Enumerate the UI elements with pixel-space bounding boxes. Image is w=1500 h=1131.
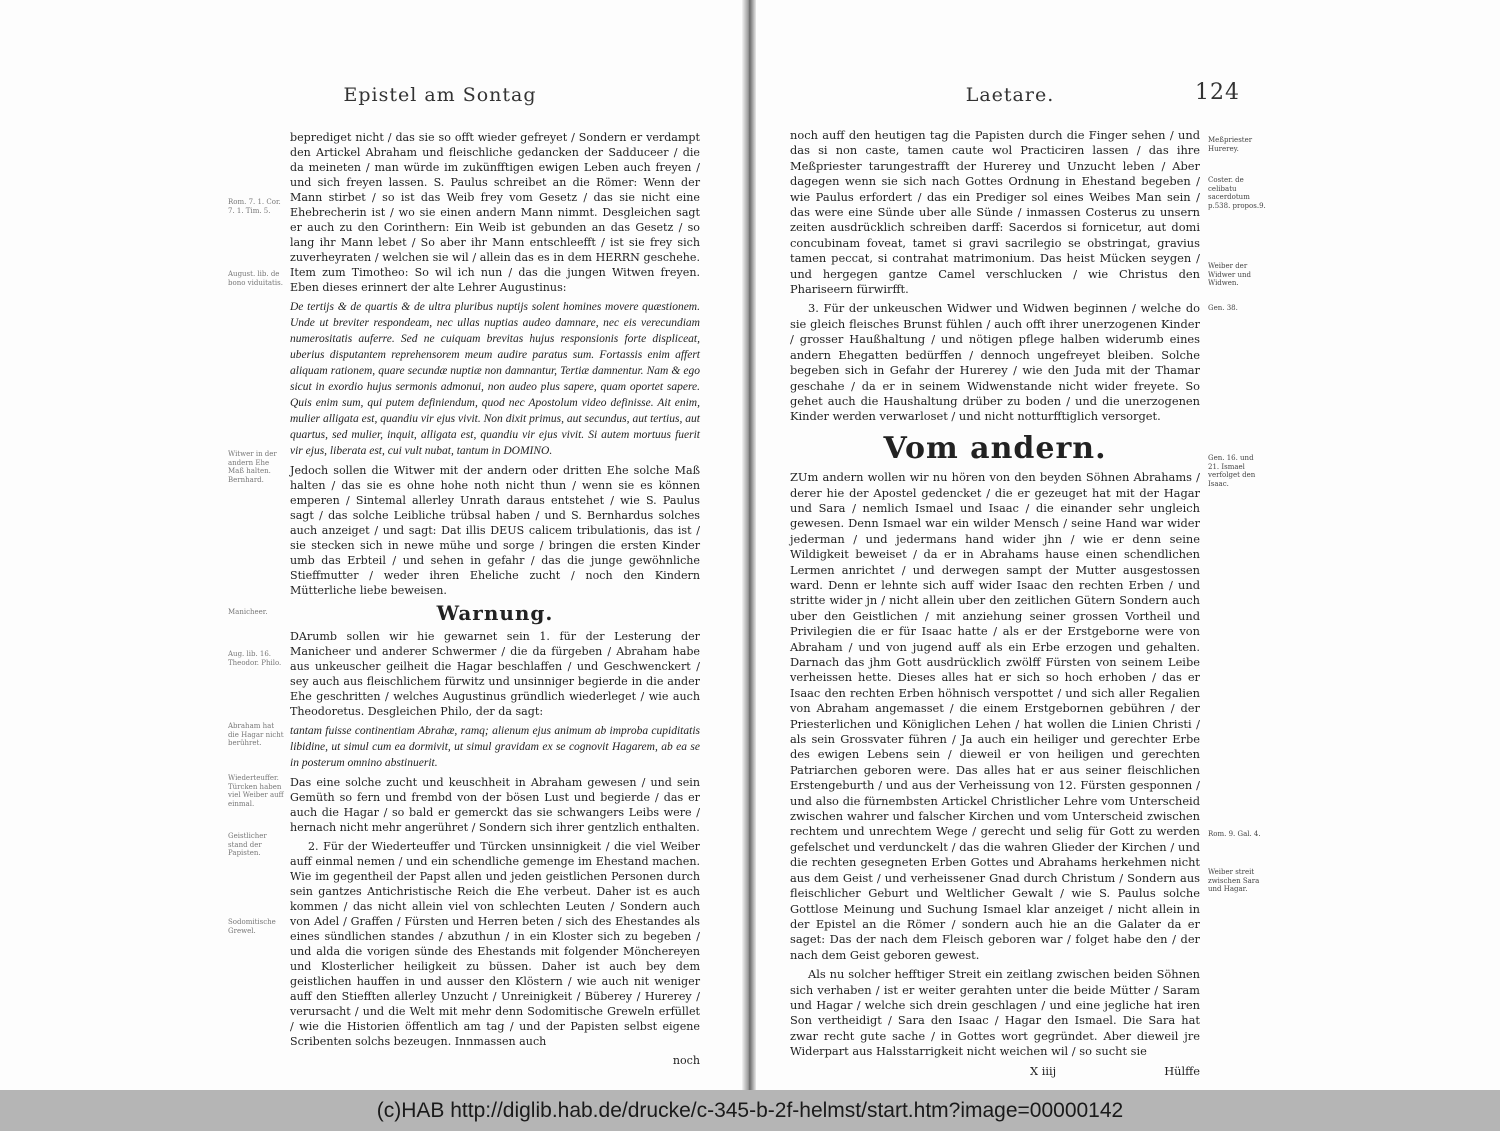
left-page bbox=[160, 80, 720, 1067]
latin-quote-text: De tertijs & de quartis & de ultra pluribus nuptijs solent homines movere quæstionem. Unde ut breviter respondeam, nec ullas nuptias audeo damnare, nec eis verecundiam numerositatis auferre. Sed ne cuiquam brevitas hujus responsionis forte displiceat, uberius disputantem reprehensorem meum audire paratus sum. Fortassis enim affert aliquam rationem, quare secundæ nuptiæ non damnantur, Tertiæ damnentur. Nam & ego sicut in exordio hujus sermonis admonui, non audeo plus sapere, quam oportet sapere. Quis enim sum, qui putem definiendum, quod nec Apostolum video definisse. Ait enim, mulier alligata est, quandiu vir ejus vivit. Non dixit primus, aut secundus, aut tertius, aut quartus, sed mulier, inquit, alligata est, quandiu vir ejus vivit. Si autem mortuus fuerit vir ejus, liberata est, cui vult nubat, tantum in DOMINO. bbox=[290, 301, 700, 457]
left-running-head bbox=[160, 80, 720, 110]
right-text-column bbox=[790, 128, 1200, 1080]
section-heading-vom-andern: Vom andern. bbox=[883, 430, 1107, 466]
copyright-url-text[interactable]: (c)HAB http://diglib.hab.de/drucke/c-345-b-2f-helmst/start.htm?image=00000142 bbox=[376, 1098, 1124, 1122]
latin-quote bbox=[290, 299, 700, 459]
latin-quote bbox=[290, 723, 700, 771]
margin-note: Rom. 7. 1. Cor. 7. 1. Tim. 5. bbox=[228, 198, 281, 215]
paragraph: Jedoch sollen die Witwer mit der andern oder dritten Ehe solche Maß halten / das sie es ohne hohe noth nicht thun / wenn sie es können emperen / Sintemal allerley Unrath daraus entstehet / wie S. Paulus sagt / das solche Leibliche trübsal haben / und S. Bernhardus solches auch anzeiget / und sagt: Dat illis DEUS calicem tribulationis, das ist / sie stecken sich in newe mühe und sorge / bringen die ersten Kinder umb das Erbteil / und sehen in gefahr / das die junge gewöhnliche Stieffmutter / weder ihren Eheliche zucht / noch den Kindern Mütterliche liebe beweisen. bbox=[290, 464, 700, 597]
margin-note: Weiber streit zwischen Sara und Hagar. bbox=[1208, 868, 1260, 894]
left-page-title: Epistel am Sontag bbox=[343, 84, 537, 106]
margin-note: Witwer in der andern Ehe Maß halten. Bernhard. bbox=[228, 450, 277, 484]
book-gutter bbox=[742, 0, 756, 1090]
margin-note: Gen. 16. und 21. Ismael verfolget den Isaac. bbox=[1208, 454, 1256, 488]
right-page-title: Laetare. bbox=[965, 84, 1055, 106]
margin-note: Coster. de celibatu sacerdotum p.538. propos.9. bbox=[1208, 176, 1266, 210]
paragraph: noch auff den heutigen tag die Papisten durch die Finger sehen / und das si non caste, tamen caute wol Practiciren lassen / das ihre Meßpriester tarungestrafft der Hurerey und Unzucht leben / Aber dagegen wenn sie sich nach Gottes Ordnung in Ehestand begeben / wie Paulus erfordert / das ein Prediger sol eines Weibes Man sein / das were eine Sünde uber alle Sünde / inmassen Costerus zu unsern zeiten ausdrücklich schreiben darff: Sacerdos si fornicetur, aut domi concubinam foveat, tamet si gravi sacrilegio se obstringat, gravius tamen peccat, si contrahat matrimonium. Das heist Mücken seygen / und hergegen gantze Camel verschlucken / wie Christus den Phariseern fürwirfft. bbox=[790, 128, 1200, 297]
margin-note: Geistlicher stand der Papisten. bbox=[228, 832, 267, 858]
margin-note: Aug. lib. 16. Theodor. Philo. bbox=[228, 650, 282, 667]
page-number: 124 bbox=[1195, 80, 1240, 105]
margin-note: Wiederteuffer. Türcken haben viel Weiber auff einmal. bbox=[228, 774, 284, 808]
page-foot bbox=[790, 1064, 1200, 1080]
paragraph: 2. Für der Wiederteuffer und Türcken unsinnigkeit / die viel Weiber auff einmal nemen / und ein schendliche gemenge im Ehestand machen. Wie im gegentheil der Papst allen und jeden geistlichen Personen durch sein gantzes Antichristische Reich die Ehe verbeut. Daher ist es auch kommen / das nicht allein viel von schlechten Leuten / Sondern auch von Adel / Graffen / Fürsten und Herren beten / sich des Ehestandes als eines sündlichen standes / abzuthun / in ein Kloster sich zu begeben / und alda die vorigen sünde des Ehestands mit folgender Mönchereyen und Klosterlicher heiligkeit zu büssen. Daher ist auch bey dem geistlichen hauffen in und ausser den Klöstern / wie auch nit weniger auff den Stiefften allerley Unzucht / Unreinigkeit / Büberey / Hurerey / verursacht / und die Welt mit mehr denn Sodomitische Greweln erfüllet / wie die Historien öffentlich am tag / und der Papisten selbst eigene Scribenten solchs bezeugen. Innmassen auch bbox=[290, 840, 700, 1048]
left-text-column bbox=[290, 130, 700, 1068]
margin-note: Weiber der Widwer und Widwen. bbox=[1208, 262, 1251, 288]
margin-note: Rom. 9. Gal. 4. bbox=[1208, 830, 1261, 838]
paragraph: Das eine solche zucht und keuschheit in Abraham gewesen / und sein Gemüth so fern und frembd von der bösen Lust und begierde / das er auch die Hagar / so bald er gemerckt das sie schwangers Leibs were / hernach nicht mehr angerühret / Sondern sich ihrer gentzlich enthalten. bbox=[290, 776, 700, 834]
right-running-head bbox=[780, 80, 1240, 110]
signature-mark: X iiij bbox=[1030, 1063, 1057, 1078]
margin-note: August. lib. de bono viduitatis. bbox=[228, 270, 283, 287]
left-catchword: noch bbox=[672, 1054, 700, 1067]
copyright-footer bbox=[0, 1090, 1500, 1131]
right-page bbox=[780, 80, 1266, 1078]
margin-note: Meßpriester Hurerey. bbox=[1208, 136, 1253, 153]
paragraph: beprediget nicht / das sie so offt wieder gefreyet / Sondern er verdampt den Artickel Abraham und fleischliche gedancken der Sadduceer / die da meineten / man würde im zukünfftigen ewigen Leben auch freyen / und sich freyen lassen. S. Paulus schreibet an die Römer: Wenn der Mann stirbet / so ist das Weib frey vom Gesetz / das sie nicht eine Ehebrecherin ist / wo sie einen andern Mann nimmt. Desgleichen sagt er auch zu den Corinthern: Ein Weib ist gebunden an das Gesetz / so lang ihr Mann lebet / So aber ihr Mann entschleefft / ist sie frey sich zuverheyraten / welchen sie wil / allein das es in dem HERRN geschehe. Item zum Timotheo: So wil ich nun / das die jungen Witwen freyen. Eben dieses erinnert der alte Lehrer Augustinus: bbox=[290, 131, 700, 294]
right-catchword: Hülffe bbox=[1164, 1063, 1200, 1078]
paragraph: ZUm andern wollen wir nu hören von den beyden Söhnen Abrahams / derer hie der Apostel gedencket / die er gezeuget hat mit der Hagar und Sara / nemlich Ismael und Isaac / die einander sehr ungleich gewesen. Denn Ismael war ein wilder Mensch / seine Hand war wider jederman / und jedermans hand wider jhn / wie er denn seine Wildigkeit beweiset / da er in Abrahams hause einen schendlichen Lermen anrichtet / und derwegen sampt der Mutter ausgestossen ward. Denn er lehnte sich auff wider Isaac den rechten Erben / und stritte wider jn / nicht allein uber den zeitlichen Gütern Sondern auch uber den Geistlichen / mit anziehung seiner grossen Vortheil und Privilegien die er für Isaac hatte / als er der Erstgeborne were von Abraham / und von jugend auff als ein Erbe erzogen und gehalten. Darnach das jhm Gott ausdrücklich zwölff Fürsten von seinem Leibe verheissen hette. Dieses alles hat er sich so hoch erhoben / das er Isaac den rechten Erben höhnisch verspottet / und sich aller Regalien von Abraham angemasset / die einem Erstgebornen gebühren / der Priesterlichen und Königlichen Lehen / hat wollen die Linien Christi / als sein Grossvater führen / Ja auch ein heiliger und gerechter Erbe des ewigen Lebens sein / dieweil er von heiligen und gerechten Patriarchen geboren were. Das alles hat er aus seiner fleischlichen Erstengeburth / und aus der Verheissung von 12. Fürsten gesponnen / und also die fürnembsten Artickel Christlicher Lehre vom Unterscheid zwischen wahrer und falscher Kirchen und vom Unterscheid zwischen rechtem und unrechtem Wege / gerecht und selig für Gott zu werden gefelschet und verdunckelt / das die wahren Glieder der Kirchen / und die rechten gesegneten Erben Gottes und Abrahams herkehmen nicht aus dem Geist / und verheissener Gnad durch Christum / Sondern aus fleischlicher Geburt und Weltlicher Gewalt / wie S. Paulus solche Gottlose Meinung und Suchung Ismael klar anzeiget / nicht allein in der Epistel an die Römer / sondern auch hie an die Galater da er saget: Das der nach dem Fleisch geboren war / folget habe den / der nach dem Geist geboren gewest. bbox=[790, 470, 1200, 962]
margin-note: Sodomitische Grewel. bbox=[228, 918, 276, 935]
section-heading-warnung: Warnung. bbox=[436, 601, 554, 625]
margin-note: Gen. 38. bbox=[1208, 304, 1238, 312]
margin-note: Abraham hat die Hagar nicht berühret. bbox=[228, 722, 284, 748]
latin-quote-text: tantam fuisse continentiam Abrahæ, ramq; alienum ejus animum ab improba cupiditatis libidine, ut simul cum ea dormivit, ut simul gravidam ex se cognovit Hagarem, ab ea se in posterum omnino abstinuerit. bbox=[290, 725, 700, 769]
margin-note: Manicheer. bbox=[228, 608, 268, 616]
paragraph: 3. Für der unkeuschen Widwer und Widwen beginnen / welche do sie gleich fleisches Brunst fühlen / auch offt ihrer unerzogenen Kinder / grosser Haußhaltung / und nötigen pflege halben widerumb eines andern Ehegatten bedürffen / dennoch ungefreyet bleiben. Solche begeben sich in Gefahr der Hurerey / wie den Juda mit der Thamar geschahe / da er in seinem Widwenstande nicht wider freyete. So gehet auch die Haushaltung drüber zu boden / und die unerzogenen Kinder werden verwarloset / und nicht notturfftiglich versorget. bbox=[790, 301, 1200, 424]
paragraph: Als nu solcher hefftiger Streit ein zeitlang zwischen beiden Söhnen sich verhaben / ist er weiter gerahten unter die beide Mütter / Saram und Hagar / welche sich drein geschlagen / und eine jegliche hat iren Son vertheidigt / Sara den Isaac / Hagar den Ismael. Die Sara hat zwar recht gute sache / in Gottes wort gegründet. Aber dieweil jre Widerpart aus Halsstarrigkeit nicht weichen wil / so sucht sie bbox=[790, 967, 1200, 1059]
paragraph: DArumb sollen wir hie gewarnet sein 1. für der Lesterung der Manicheer und anderer Schwermer / die da fürgeben / Abraham habe aus unkeuscher geilheit die Hagar beschlaffen / und Geschwenckert / sey auch aus fleischlichem fürwitz und unsinniger begierde in die ander Ehe geschritten / welches Augustinus gründlich wiederleget / wie auch Theodoretus. Desgleichen Philo, der da sagt: bbox=[290, 630, 700, 718]
